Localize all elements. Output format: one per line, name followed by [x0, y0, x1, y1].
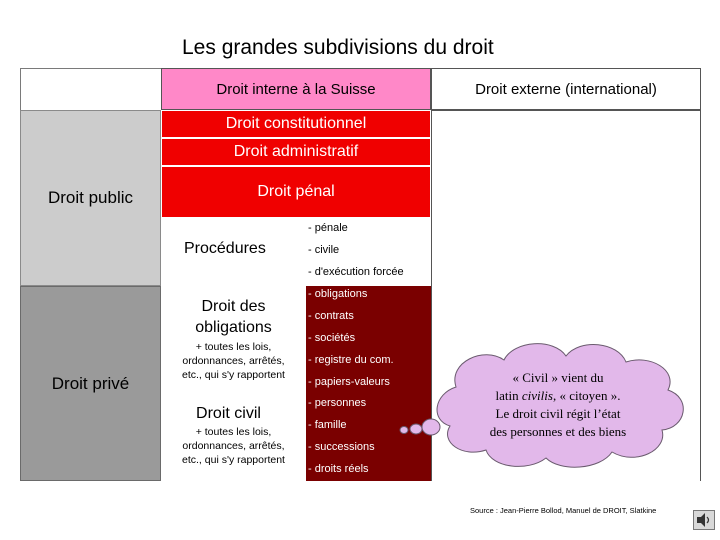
- civil-note-line3: etc., qui s'y rapportent: [182, 454, 285, 466]
- page-title: Les grandes subdivisions du droit: [182, 36, 494, 59]
- civil-item: - successions: [308, 441, 375, 453]
- procedure-item: - d'exécution forcée: [308, 266, 404, 278]
- obligation-item: - sociétés: [308, 332, 356, 344]
- thought-cloud: [396, 332, 706, 472]
- procedure-item: - pénale: [308, 222, 348, 234]
- civil-note-line1: + toutes les lois,: [195, 426, 272, 438]
- cloud-line1: « Civil » vient du: [512, 370, 604, 385]
- obligation-item: - contrats: [308, 310, 354, 322]
- group-droit-public: Droit public: [20, 110, 161, 286]
- column-header-externe: Droit externe (international): [431, 68, 701, 110]
- column-header-interne: Droit interne à la Suisse: [161, 68, 431, 110]
- obligations-title-line1: Droit des: [201, 298, 266, 315]
- obligations-note-line2: ordonnances, arrêtés,: [182, 355, 285, 367]
- branch-droit-administratif: Droit administratif: [161, 138, 431, 166]
- procedure-item: - civile: [308, 244, 340, 256]
- procedures-label: Procédures: [184, 240, 266, 257]
- civil-item: - personnes: [308, 397, 367, 409]
- branch-droit-constitutionnel: Droit constitutionnel: [161, 110, 431, 138]
- civil-note-line2: ordonnances, arrêtés,: [182, 440, 285, 452]
- obligation-item: - obligations: [308, 288, 368, 300]
- cloud-line3: Le droit civil régit l’état: [495, 406, 621, 421]
- cloud-line2: latin civilis, « citoyen ».: [495, 388, 621, 403]
- obligations-note-line3: etc., qui s'y rapportent: [182, 369, 285, 381]
- obligation-item: - registre du com.: [308, 354, 394, 366]
- civil-title: Droit civil: [196, 405, 261, 422]
- obligations-note-line1: + toutes les lois,: [195, 341, 272, 353]
- branch-droit-penal: Droit pénal: [161, 166, 431, 218]
- cloud-line4: des personnes et des biens: [489, 424, 627, 439]
- group-droit-prive: Droit privé: [20, 286, 161, 481]
- obligations-title-line2: obligations: [195, 319, 272, 336]
- speaker-icon[interactable]: [693, 510, 715, 530]
- source-citation: Source : Jean-Pierre Bollod, Manuel de DROIT, Slatkine: [470, 506, 657, 515]
- civil-item: - famille: [308, 419, 347, 431]
- civil-item: - droits réels: [308, 463, 369, 475]
- obligation-item: - papiers-valeurs: [308, 376, 390, 388]
